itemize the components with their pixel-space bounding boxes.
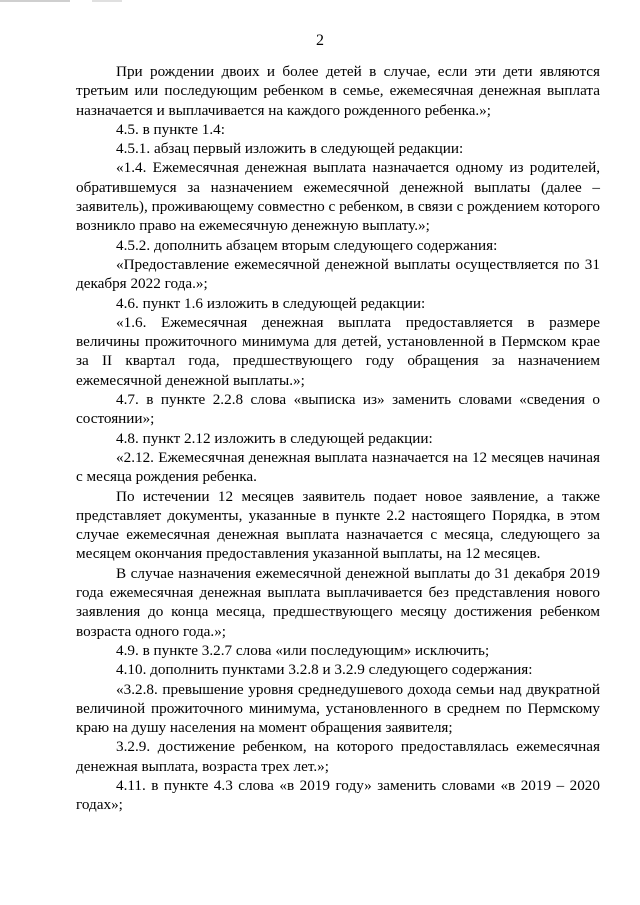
scan-edge-mark bbox=[0, 0, 70, 2]
paragraph: 3.2.9. достижение ребенком, на которого предоставлялась ежемесячная денежная выплата, возраста трех лет.»; bbox=[76, 738, 600, 775]
scan-edge-mark bbox=[92, 0, 122, 2]
paragraph: 4.10. дополнить пунктами 3.2.8 и 3.2.9 следующего содержания: bbox=[116, 661, 533, 679]
paragraph: 4.8. пункт 2.12 изложить в следующей редакции: bbox=[116, 429, 433, 447]
page-number: 2 bbox=[316, 32, 324, 49]
paragraph: 4.5. в пункте 1.4: bbox=[116, 120, 225, 138]
paragraph: «2.12. Ежемесячная денежная выплата назначается на 12 месяцев начиная с месяца рождения ребенка. bbox=[76, 448, 600, 486]
document-body bbox=[76, 62, 600, 815]
paragraph: «1.6. Ежемесячная денежная выплата предоставляется в размере величины прожиточного минимума для детей, установленной в Пермском крае за II квартал года, предшествующего году обращения за назначением ежемесячной денежной выплаты.»; bbox=[76, 313, 600, 389]
paragraph: 4.9. в пункте 3.2.7 слова «или последующим» исключить; bbox=[116, 641, 490, 659]
paragraph: «3.2.8. превышение уровня среднедушевого дохода семьи над двукратной величиной прожиточного минимума, установленного в среднем по Пермскому краю на душу населения на момент обращения заявителя; bbox=[76, 680, 600, 737]
paragraph: 4.11. в пункте 4.3 слова «в 2019 году» заменить словами «в 2019 – 2020 годах»; bbox=[76, 776, 600, 814]
paragraph: «1.4. Ежемесячная денежная выплата назначается одному из родителей, обратившемуся за назначением ежемесячной денежной выплаты (далее – заявитель), проживающему совместно с ребенком, в связи с рождением которого возникло право на ежемесячную денежную выплату.»; bbox=[76, 159, 600, 235]
paragraph: По истечении 12 месяцев заявитель подает новое заявление, а также представляет документы, указанные в пункте 2.2 настоящего Порядка, в этом случае ежемесячная денежная выплата назначается с месяца, следующего за месяцем окончания предоставления указанной выплаты, на 12 месяцев. bbox=[76, 487, 600, 563]
paragraph: При рождении двоих и более детей в случае, если эти дети являются третьим или последующим ребенком в семье, ежемесячная денежная выплата назначается и выплачивается на каждого рожденного ребенка.»; bbox=[76, 63, 600, 119]
paragraph: 4.5.1. абзац первый изложить в следующей редакции: bbox=[116, 140, 464, 158]
paragraph: 4.6. пункт 1.6 изложить в следующей редакции: bbox=[116, 294, 426, 312]
paragraph: «Предоставление ежемесячной денежной выплаты осуществляется по 31 декабря 2022 года.»; bbox=[76, 255, 600, 293]
paragraph: В случае назначения ежемесячной денежной выплаты до 31 декабря 2019 года ежемесячная денежная выплата выплачивается без представления нового заявления до конца месяца, предшествующего месяцу достижения ребенком возраста одного года.»; bbox=[76, 564, 600, 640]
paragraph: 4.5.2. дополнить абзацем вторым следующего содержания: bbox=[116, 236, 498, 254]
paragraph: 4.7. в пункте 2.2.8 слова «выписка из» заменить словами «сведения о состоянии»; bbox=[76, 391, 600, 428]
